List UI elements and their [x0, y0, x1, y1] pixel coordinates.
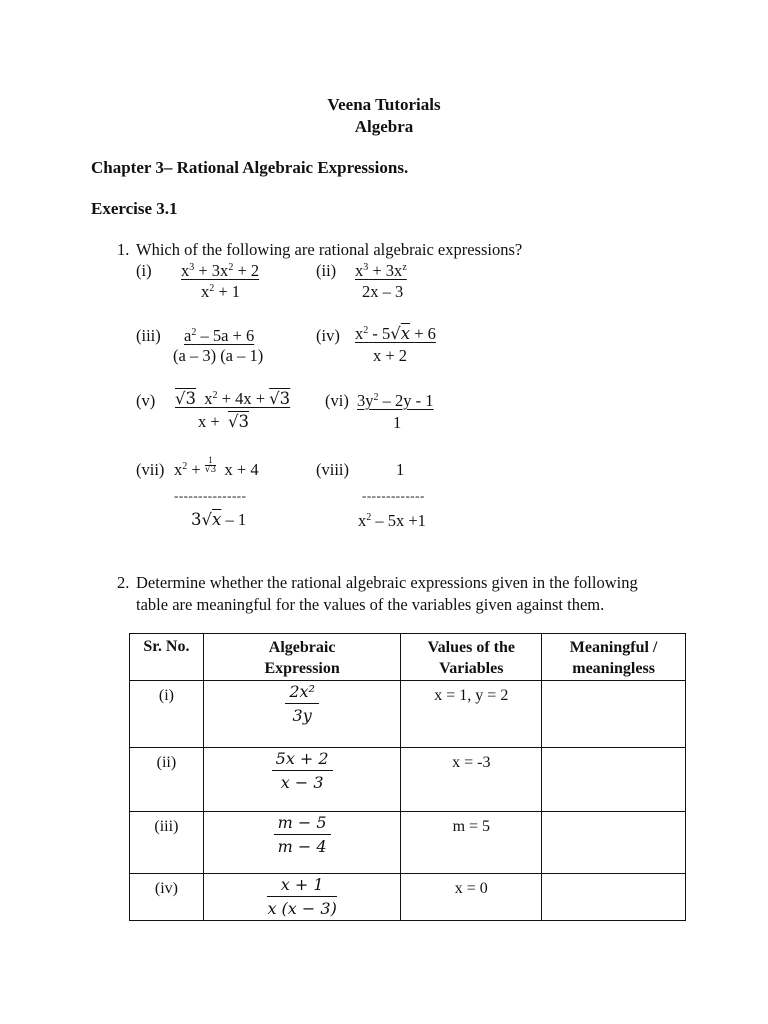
- header-meaningful: Meaningful / meaningless: [542, 634, 686, 681]
- meaningfulness-table: [129, 633, 686, 921]
- row-meaningful[interactable]: [542, 811, 686, 873]
- row-sr: (iii): [130, 811, 204, 873]
- q1-item-i-denominator: $x^2 + 1$: [201, 282, 241, 301]
- row-sr: (ii): [130, 747, 204, 811]
- q2-number: 2.: [117, 573, 130, 592]
- q1-item-vi-label: (vi): [325, 391, 349, 410]
- q1-item-vi-numerator: $3y^2 - 2y - 1$: [357, 391, 434, 410]
- table-row: [130, 747, 686, 811]
- q1-item-i-numerator: $x^3 + 3x^2 + 2$: [181, 261, 260, 280]
- subject-title: Algebra: [354, 117, 414, 136]
- q1-item-v-label: (v): [136, 391, 156, 410]
- q1-item-v-denominator: x + √3: [198, 412, 249, 431]
- q1-item-ii-denominator: 2x – 3: [362, 282, 404, 301]
- row-sr: (i): [130, 680, 204, 747]
- q1-item-vii-denominator: 3√x – 1: [191, 510, 247, 529]
- exercise-title: Exercise 3.1: [91, 199, 178, 218]
- q1-item-viii-numerator: 1: [396, 460, 405, 479]
- q1-item-vii-numerator: x2 + $\frac{1}{√3}$ x + 4: [174, 455, 259, 480]
- q1-item-ii-numerator: $x^3 + 3x^z$: [355, 261, 407, 280]
- row-expression: $\frac{5x + 2}{x - 3}$: [203, 747, 401, 811]
- header-sr-no: Sr. No.: [130, 634, 204, 681]
- row-values: x = 1, y = 2: [401, 680, 542, 747]
- header-values: Values of the Variables: [401, 634, 542, 681]
- q1-item-iii-numerator: $a^2 - 5a + 6$: [184, 326, 255, 345]
- header-algebraic-expression: Algebraic Expression: [203, 634, 401, 681]
- q1-number: 1.: [117, 240, 130, 259]
- q1-item-iv-denominator: x + 2: [373, 346, 408, 365]
- q2-text-line2: table are meaningful for the values of the variables given against them.: [136, 595, 605, 614]
- row-meaningful[interactable]: [542, 873, 686, 920]
- q1-item-iii-denominator: (a – 3) (a – 1): [173, 346, 264, 365]
- row-values: x = -3: [401, 747, 542, 811]
- row-expression: $\frac{m - 5}{m - 4}$: [203, 811, 401, 873]
- q1-item-i-label: (i): [136, 261, 152, 280]
- table-header-row: [130, 634, 686, 681]
- q1-item-iv-label: (iv): [316, 326, 340, 345]
- table-row: [130, 873, 686, 920]
- table-row: [130, 811, 686, 873]
- chapter-title: Chapter 3– Rational Algebraic Expressions.: [91, 158, 409, 177]
- q1-item-viii-label: (viii): [316, 460, 349, 479]
- q1-item-vii-small-fraction: $\frac{1}{√3}$: [204, 455, 217, 475]
- table-row: [130, 680, 686, 747]
- q1-item-vii-label: (vii): [136, 460, 165, 479]
- row-values: m = 5: [401, 811, 542, 873]
- q1-item-ii-label: (ii): [316, 261, 337, 280]
- q1-item-iv-numerator: $x^2 - 5√x + 6$: [355, 324, 436, 343]
- row-values: x = 0: [401, 873, 542, 920]
- q1-item-v-numerator: √3 $x^2 + 4x + √3$: [175, 389, 291, 408]
- row-meaningful[interactable]: [542, 680, 686, 747]
- row-sr: (iv): [130, 873, 204, 920]
- q1-item-viii-denominator: $x^2 - 5x +1$: [358, 511, 426, 530]
- q1-item-viii-dashes: -------------: [362, 488, 425, 503]
- row-expression: $\frac{\text{2x²}}{3y}$: [203, 680, 401, 747]
- org-title: Veena Tutorials: [327, 95, 441, 114]
- q2-text-line1: Determine whether the rational algebraic expressions given in the following: [136, 573, 638, 592]
- row-expression: $\frac{x + 1}{x (x - 3)}$: [203, 873, 401, 920]
- row-meaningful[interactable]: [542, 747, 686, 811]
- q1-item-iii-label: (iii): [136, 326, 161, 345]
- q1-item-vii-dashes: ---------------: [174, 488, 247, 503]
- q1-item-vi-denominator: 1: [393, 413, 402, 432]
- q1-text: Which of the following are rational algebraic expressions?: [136, 240, 523, 259]
